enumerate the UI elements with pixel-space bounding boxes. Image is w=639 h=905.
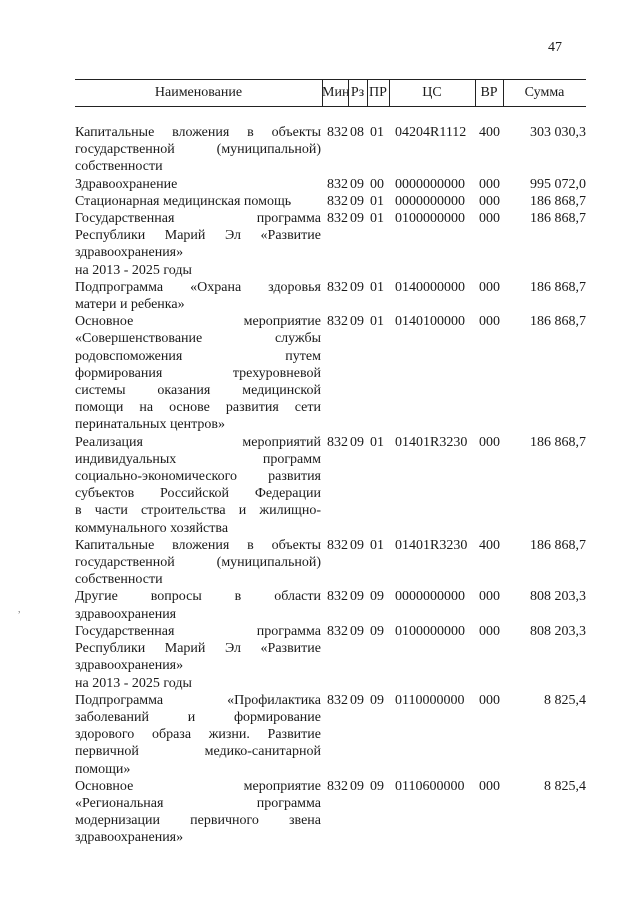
row-sum: 186 868,7 (530, 211, 586, 227)
row-pr: 09 (370, 778, 384, 794)
row-name-line: здравоохранения» (75, 830, 184, 846)
row-name (75, 313, 321, 433)
row-pr: 09 (370, 623, 384, 639)
row-pr: 01 (370, 314, 384, 330)
table-row (75, 313, 586, 433)
row-name-line: системы оказания медицинской (75, 383, 321, 399)
row-min: 832 (327, 314, 348, 330)
row-name-line: социально-экономического развития (75, 469, 321, 485)
header-pr: ПР (369, 85, 387, 100)
row-sum: 995 072,0 (530, 176, 586, 192)
header-name: Наименование (154, 85, 243, 100)
page-number: 47 (548, 40, 562, 55)
row-name-line: Государственная программа (75, 211, 321, 227)
row-name-line: Подпрограмма «Охрана здоровья (75, 279, 321, 295)
row-cs: 04204R1112 (395, 125, 467, 140)
row-name-line: помощи» (75, 761, 131, 777)
row-name-line: первичной медико-санитарной (75, 744, 321, 760)
row-sum: 8 825,4 (544, 778, 586, 794)
row-name-line: родовспоможения путем (75, 348, 321, 364)
row-rz: 09 (350, 279, 364, 295)
row-sum: 8 825,4 (544, 692, 586, 708)
row-cs: 0100000000 (395, 623, 465, 639)
row-pr: 09 (370, 589, 384, 605)
table-row (75, 176, 586, 193)
row-name-line: субъектов Российской Федерации (75, 486, 321, 502)
row-name-line: формирования трехуровневой (75, 365, 321, 381)
table-row (75, 210, 586, 279)
row-rz: 09 (350, 778, 364, 794)
row-cs: 01401R3230 (395, 537, 468, 553)
row-min: 832 (327, 434, 348, 450)
row-min: 832 (327, 537, 348, 553)
row-rz: 09 (350, 434, 364, 450)
row-name-line: индивидуальных программ (75, 451, 321, 467)
row-name-line: государственной (муниципальной) (75, 142, 321, 158)
row-cs: 0000000000 (395, 589, 465, 605)
row-name-line: матери и ребенка» (75, 297, 185, 313)
row-min: 832 (327, 193, 348, 209)
row-min: 832 (327, 692, 348, 708)
row-pr: 01 (370, 279, 384, 295)
row-min: 832 (327, 589, 348, 605)
margin-mark: , (18, 604, 21, 615)
row-name-line: Реализация мероприятий (75, 434, 321, 450)
row-name-line: Основное мероприятие (75, 314, 321, 330)
row-rz: 09 (350, 623, 364, 639)
table-row (75, 588, 586, 622)
budget-table (75, 79, 586, 847)
row-sum: 808 203,3 (530, 589, 586, 605)
table-row (75, 279, 586, 313)
row-sum: 303 030,3 (530, 125, 586, 140)
header-min: Мин (322, 85, 350, 100)
row-name-line: собственности (75, 159, 163, 175)
row-min: 832 (327, 176, 348, 192)
row-name (75, 778, 321, 847)
row-name-line: Республики Марий Эл «Развитие (75, 641, 321, 657)
row-name-line: здравоохранения» (75, 245, 184, 261)
row-pr: 01 (370, 125, 384, 140)
row-name (75, 434, 321, 537)
row-name (75, 692, 321, 778)
row-name-line: здорового образа жизни. Развитие (75, 727, 321, 743)
row-sum: 186 868,7 (530, 537, 586, 553)
row-name (75, 193, 321, 210)
row-cs: 0100000000 (395, 211, 465, 227)
table-row (75, 692, 586, 778)
row-rz: 09 (350, 211, 364, 227)
row-pr: 00 (370, 176, 384, 192)
row-name-line: модернизации первичного звена (75, 813, 321, 829)
row-rz: 09 (350, 193, 364, 209)
row-vr: 000 (479, 314, 500, 330)
row-vr: 000 (479, 589, 500, 605)
table-header (75, 79, 586, 107)
row-rz: 09 (350, 537, 364, 553)
row-pr: 01 (370, 193, 384, 209)
row-name (75, 279, 321, 313)
row-name-line: Республики Марий Эл «Развитие (75, 228, 321, 244)
row-name-line: Здравоохранение (75, 176, 178, 192)
row-sum: 186 868,7 (530, 314, 586, 330)
row-name-line: Подпрограмма «Профилактика (75, 692, 321, 708)
row-min: 832 (327, 623, 348, 639)
row-name-line: на 2013 - 2025 годы (75, 675, 192, 691)
row-name-line: в части строительства и жилищно- (75, 503, 321, 519)
row-sum: 186 868,7 (530, 279, 586, 295)
row-name-line: помощи на основе развития сети (75, 400, 321, 416)
row-min: 832 (327, 279, 348, 295)
table-row (75, 778, 586, 847)
table-row (75, 537, 586, 589)
header-vr: ВР (480, 85, 498, 100)
header-rz: Рз (350, 85, 365, 100)
table-row (75, 434, 586, 537)
row-name (75, 588, 321, 622)
row-min: 832 (327, 778, 348, 794)
row-vr: 000 (479, 176, 500, 192)
row-name-line: заболеваний и формирование (75, 709, 321, 725)
row-vr: 000 (479, 279, 500, 295)
row-cs: 0140000000 (395, 279, 465, 295)
row-name (75, 623, 321, 692)
row-name-line: Основное мероприятие (75, 778, 321, 794)
table-row (75, 124, 586, 176)
row-cs: 01401R3230 (395, 434, 468, 450)
row-vr: 000 (479, 434, 500, 450)
row-sum: 186 868,7 (530, 434, 586, 450)
row-min: 832 (327, 125, 348, 140)
row-name (75, 537, 321, 589)
row-name-line: государственной (муниципальной) (75, 555, 321, 571)
table-body (75, 107, 586, 847)
row-pr: 01 (370, 537, 384, 553)
row-name-line: Капитальные вложения в объекты (75, 125, 321, 140)
row-rz: 08 (350, 125, 364, 140)
row-rz: 09 (350, 692, 364, 708)
row-vr: 000 (479, 211, 500, 227)
table-row (75, 193, 586, 210)
row-name (75, 124, 321, 176)
row-rz: 09 (350, 176, 364, 192)
row-name-line: здравоохранения (75, 606, 177, 622)
row-vr: 400 (479, 125, 500, 140)
row-vr: 000 (479, 778, 500, 794)
row-name-line: Другие вопросы в области (75, 589, 321, 605)
row-name-line: коммунального хозяйства (75, 520, 229, 536)
row-name-line: здравоохранения» (75, 658, 184, 674)
header-sum: Сумма (524, 85, 565, 100)
row-pr: 09 (370, 692, 384, 708)
row-name-line: Капитальные вложения в объекты (75, 537, 321, 553)
row-cs: 0110600000 (395, 778, 465, 794)
row-vr: 000 (479, 623, 500, 639)
row-name-line: перинатальных центров» (75, 417, 226, 433)
row-min: 832 (327, 211, 348, 227)
row-name-line: Государственная программа (75, 623, 321, 639)
row-sum: 186 868,7 (530, 193, 586, 209)
row-name-line: Стационарная медицинская помощь (75, 193, 292, 209)
row-name (75, 210, 321, 279)
row-cs: 0000000000 (395, 193, 465, 209)
row-name-line: «Совершенствование службы (75, 331, 321, 347)
row-pr: 01 (370, 434, 384, 450)
row-name (75, 176, 321, 193)
row-cs: 0110000000 (395, 692, 465, 708)
row-vr: 000 (479, 193, 500, 209)
row-rz: 09 (350, 589, 364, 605)
header-cs: ЦС (422, 85, 442, 100)
row-pr: 01 (370, 211, 384, 227)
row-cs: 0140100000 (395, 314, 465, 330)
table-row (75, 623, 586, 692)
row-vr: 400 (479, 537, 500, 553)
row-name-line: собственности (75, 572, 163, 588)
row-vr: 000 (479, 692, 500, 708)
row-name-line: «Региональная программа (75, 795, 321, 811)
row-rz: 09 (350, 314, 364, 330)
row-sum: 808 203,3 (530, 623, 586, 639)
row-cs: 0000000000 (395, 176, 465, 192)
row-name-line: на 2013 - 2025 годы (75, 262, 192, 278)
